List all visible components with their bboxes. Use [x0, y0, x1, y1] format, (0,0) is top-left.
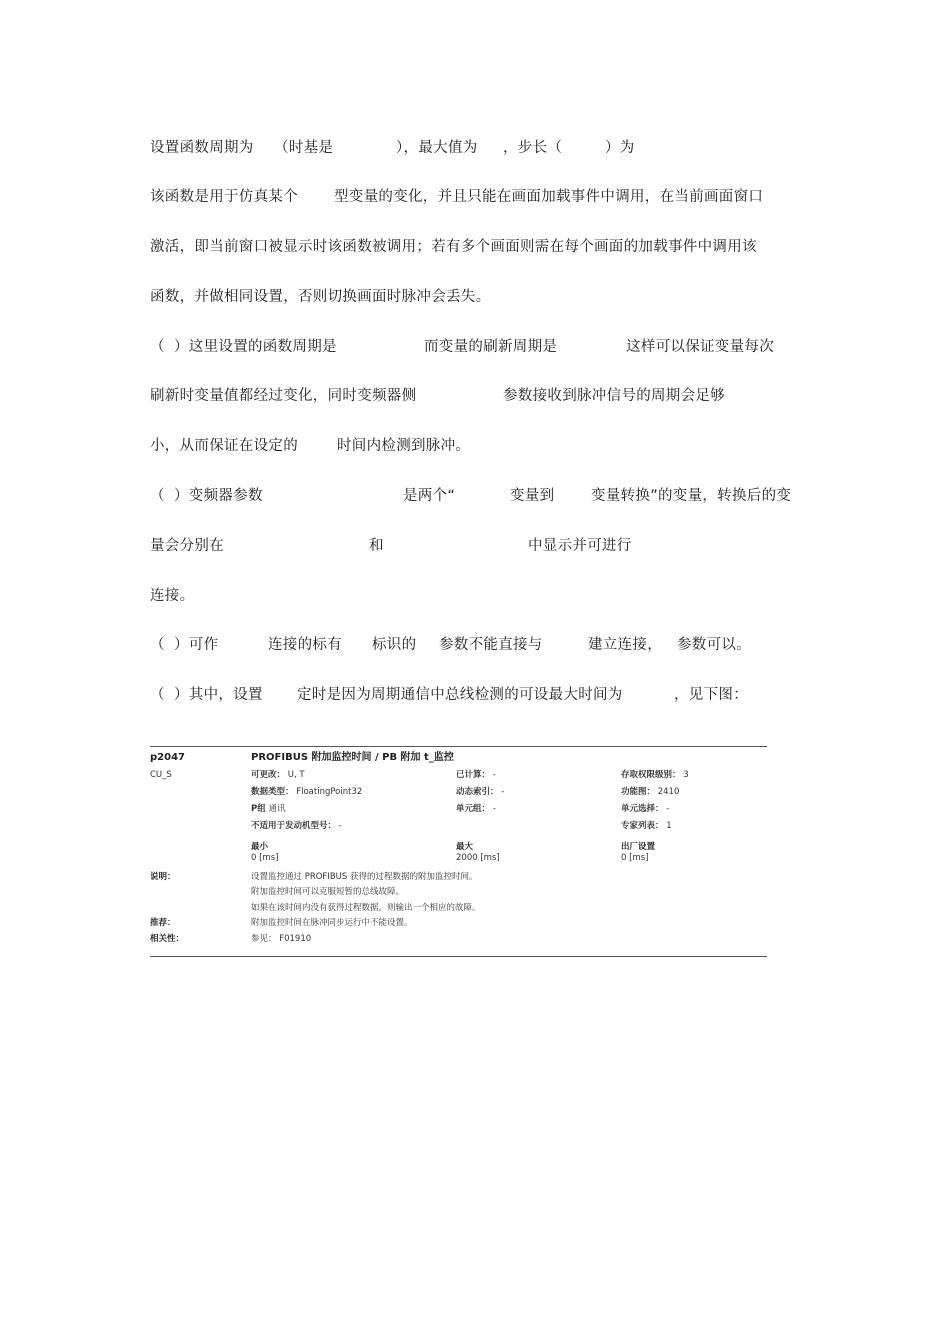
factory-setting-label: 出厂设置 — [621, 842, 656, 852]
max-value: 2000 [ms] — [456, 853, 500, 863]
parameter-title: PROFIBUS 附加监控时间 / PB 附加 t_监控 — [251, 752, 454, 763]
text-segment: 定时是因为周期通信中总线检测的可设最大时间为 — [297, 687, 623, 703]
text-segment: （ — [150, 637, 165, 653]
text-segment: 标识的 — [372, 637, 417, 653]
text-segment: ）这里设置的函数周期是 — [174, 339, 337, 355]
text-segment: 激活，即当前窗口被显示时该函数被调用；若有多个画面则需在每个画面的加载事件中调用该 — [150, 239, 757, 255]
text-segment: 小，从而保证在设定的 — [150, 438, 298, 454]
description-label: 说明： — [150, 872, 176, 882]
text-segment: ，见下图： — [674, 687, 748, 703]
text-segment: 是两个“ — [403, 488, 456, 504]
text-segment: （ — [150, 687, 165, 703]
text-segment: 中显示并可进行 — [528, 538, 632, 554]
text-segment: 参数接收到脉冲信号的周期会足够 — [503, 388, 725, 404]
max-label: 最大 — [456, 842, 474, 852]
text-segment: 刷新时变量值都经过变化，同时变频器侧 — [150, 388, 417, 404]
recommendation-text: 附加监控时间在脉冲同步运行中不能设置。 — [251, 918, 413, 928]
parameter-unit: CU_S — [150, 770, 172, 780]
text-segment: 该函数是用于仿真某个 — [150, 189, 298, 205]
field-not-for-motor: 不适用于发动机型号： - — [251, 821, 342, 831]
text-segment: 连接的标有 — [268, 637, 342, 653]
text-segment: （ — [150, 488, 165, 504]
text-segment: 和 — [369, 538, 384, 554]
field-access-level: 存取权限级别： 3 — [621, 770, 689, 780]
dependency-text: 参见： F01910 — [251, 934, 312, 944]
text-segment: 这样可以保证变量每次 — [626, 339, 774, 355]
text-segment: 设置函数周期为 — [150, 140, 254, 156]
text-segment: ）为 — [605, 140, 635, 156]
description-line: 设置监控通过 PROFIBUS 获得的过程数据的附加监控时间。 — [251, 872, 478, 882]
field-p-group: P组 通讯 — [251, 804, 286, 814]
text-segment: 变量转换”的变量，转换后的变 — [591, 488, 792, 504]
field-unit-selection: 单元选择： - — [621, 804, 670, 814]
text-segment: ）其中，设置 — [174, 687, 263, 703]
text-segment: ）可作 — [174, 637, 219, 653]
min-label: 最小 — [251, 842, 269, 852]
field-data-type: 数据类型： FloatingPoint32 — [251, 787, 363, 797]
min-value: 0 [ms] — [251, 853, 279, 863]
field-function-diagram: 功能图： 2410 — [621, 787, 680, 797]
parameter-number: p2047 — [150, 752, 185, 763]
field-expert-list: 专家列表： 1 — [621, 821, 672, 831]
text-segment: 型变量的变化，并且只能在画面加载事件中调用，在当前画面窗口 — [334, 189, 764, 205]
text-segment: 参数不能直接与 — [439, 637, 543, 653]
text-segment: 参数可以。 — [677, 637, 751, 653]
text-segment: 变量到 — [510, 488, 555, 504]
field-unit-group: 单元组： - — [456, 804, 496, 814]
parameter-reference-box — [150, 746, 767, 957]
text-segment: ）变频器参数 — [174, 488, 263, 504]
field-dynamic-index: 动态索引： - — [456, 787, 505, 797]
description-line: 如果在该时间内没有获得过程数据，则输出一个相应的故障。 — [251, 903, 481, 913]
field-changeable: 可更改： U, T — [251, 770, 305, 780]
description-line: 附加监控时间可以克服短暂的总线故障。 — [251, 887, 405, 897]
field-calculated: 已计算： - — [456, 770, 496, 780]
text-segment: ，步长（ — [503, 140, 563, 156]
text-segment: ），最大值为 — [396, 140, 478, 156]
factory-setting-value: 0 [ms] — [621, 853, 649, 863]
text-segment: 建立连接， — [588, 637, 662, 653]
text-segment: 函数，并做相同设置，否则切换画面时脉冲会丢失。 — [150, 289, 491, 305]
text-segment: 连接。 — [150, 588, 195, 604]
text-segment: 而变量的刷新周期是 — [424, 339, 558, 355]
text-segment: （ — [150, 339, 165, 355]
dependency-label: 相关性： — [150, 934, 185, 944]
text-segment: （时基是 — [274, 140, 334, 156]
text-segment: 时间内检测到脉冲。 — [337, 438, 471, 454]
text-segment: 量会分别在 — [150, 538, 224, 554]
recommendation-label: 推荐： — [150, 918, 176, 928]
